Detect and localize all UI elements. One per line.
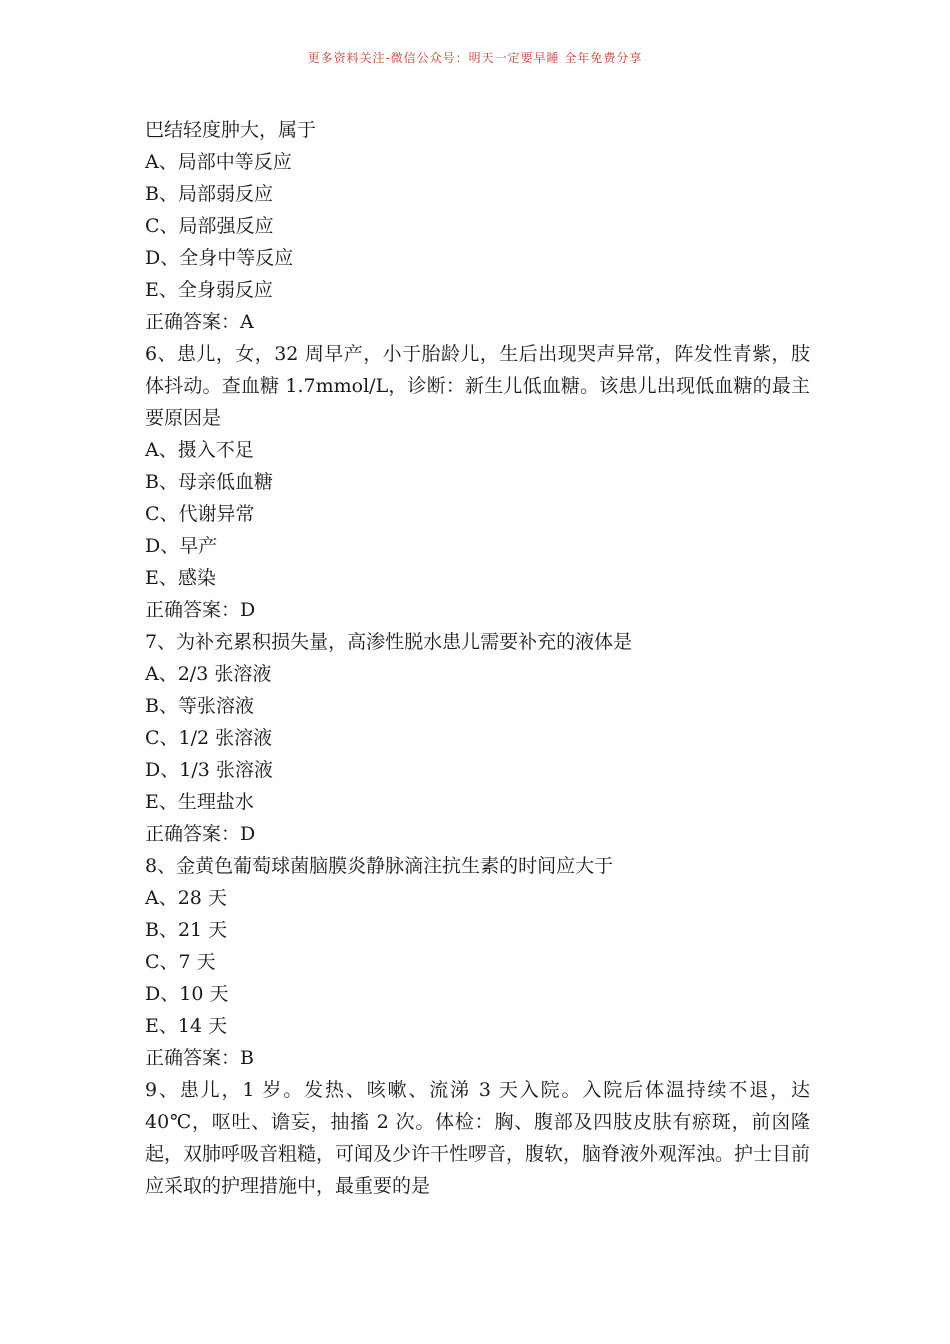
option-e: E、全身弱反应	[145, 279, 273, 301]
option-e: E、生理盐水	[145, 791, 254, 813]
correct-answer: 正确答案：B	[145, 1047, 254, 1069]
option-b: B、局部弱反应	[145, 183, 273, 205]
option-d: D、10 天	[145, 983, 229, 1005]
correct-answer: 正确答案：D	[145, 823, 256, 845]
option-b: B、21 天	[145, 919, 228, 941]
option-d: D、1/3 张溶液	[145, 759, 273, 781]
option-c: C、1/2 张溶液	[145, 727, 273, 749]
option-d: D、早产	[145, 535, 218, 557]
option-d: D、全身中等反应	[145, 247, 294, 269]
question-8-stem: 8、金黄色葡萄球菌脑膜炎静脉滴注抗生素的时间应大于	[145, 855, 614, 877]
option-c: C、7 天	[145, 951, 216, 973]
correct-answer: 正确答案：A	[145, 311, 254, 333]
option-c: C、代谢异常	[145, 503, 255, 525]
option-a: A、28 天	[145, 887, 227, 909]
option-b: B、等张溶液	[145, 695, 254, 717]
question-7-stem: 7、为补充累积损失量，高渗性脱水患儿需要补充的液体是	[145, 631, 633, 653]
question-stem-continuation: 巴结轻度肿大，属于	[145, 119, 317, 141]
option-a: A、2/3 张溶液	[145, 663, 272, 685]
correct-answer: 正确答案：D	[145, 599, 256, 621]
option-b: B、母亲低血糖	[145, 471, 273, 493]
document-body	[145, 114, 810, 1202]
option-a: A、摄入不足	[145, 439, 254, 461]
option-c: C、局部强反应	[145, 215, 274, 237]
option-e: E、14 天	[145, 1015, 228, 1037]
question-6-stem: 6、患儿，女，32 周早产，小于胎龄儿，生后出现哭声异常，阵发性青紫，肢体抖动。查血糖 1.7mmol/L，诊断：新生儿低血糖。该患儿出现低血糖的最主要原因是	[145, 343, 810, 429]
page-header-watermark: 更多资料关注-微信公众号：明天一定要早睡 全年免费分享	[307, 51, 643, 65]
option-a: A、局部中等反应	[145, 151, 292, 173]
question-9-stem: 9、患儿，1 岁。发热、咳嗽、流涕 3 天入院。入院后体温持续不退，达 40℃，呕吐、谵妄，抽搐 2 次。体检：胸、腹部及四肢皮肤有瘀斑，前囟隆起，双肺呼吸音粗糙，可闻及少许干性啰音，腹软，脑脊液外观浑浊。护士目前应采取的护理措施中，最重要的是	[145, 1079, 811, 1197]
option-e: E、感染	[145, 567, 216, 589]
